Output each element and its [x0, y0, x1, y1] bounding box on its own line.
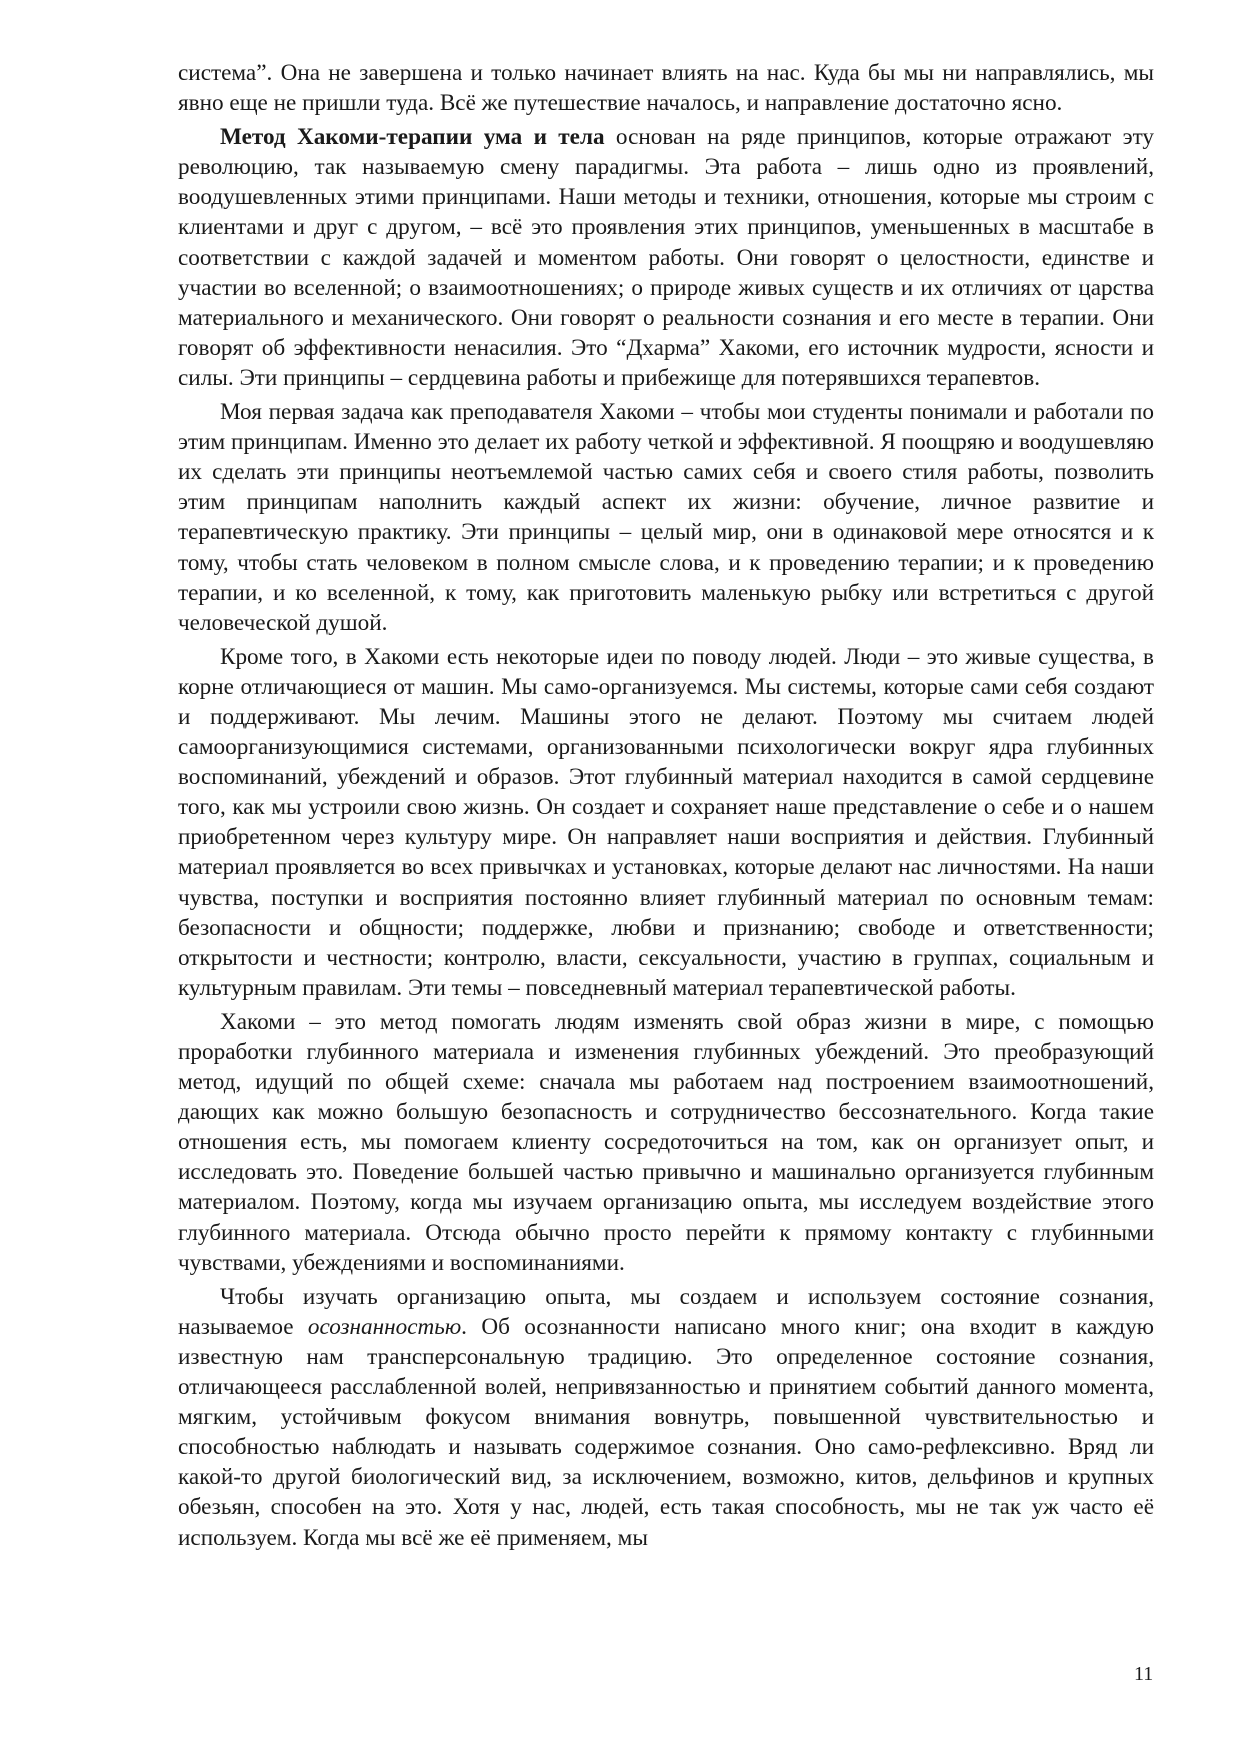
paragraph-method-principles — [178, 122, 1154, 393]
paragraph-teacher-task: Моя первая задача как преподавателя Хакоми – чтобы мои студенты понимали и работали по этим принципам. Именно это делает их работу четкой и эффективной. Я поощряю и воодушевляю их сделать эти принципы неотъемлемой частью самих себя и своего стиля работы, позволить этим принципам наполнить каждый аспект их жизни: обучение, личное развитие и терапевтическую практику. Эти принципы – целый мир, они в одинаковой мере относятся и к тому, чтобы стать человеком в полном смысле слова, и к проведению терапии; и к проведению терапии, и ко вселенной, к тому, как приготовить маленькую рыбку или встретиться с другой человеческой душой. — [178, 399, 1154, 636]
paragraph-text: . Об осознанности написано много книг; она входит в каждую известную нам трансперсональную традицию. Это определенное состояние сознания, отличающееся расслабленной волей, непривязанностью и принятием событий данного момента, мягким, устойчивым фокусом внимания вовнутрь, повышенной чувствительностью и способностью наблюдать и называть содержимое сознания. Оно само-рефлексивно. Вряд ли какой-то другой биологический вид, за исключением, возможно, китов, дельфинов и крупных обезьян, способен на это. Хотя у нас, людей, есть такая способность, мы не так уж часто её используем. Когда мы всё же её применяем, мы — [178, 1313, 1154, 1551]
page-body — [178, 58, 1154, 1553]
paragraph-text: Чтобы изучать организацию опыта, мы создаем и используем состояние сознания, называемое — [178, 1283, 1154, 1340]
paragraph-continuation: система”. Она не завершена и только начинает влиять на нас. Куда бы мы ни направлялись, мы явно еще не пришли туда. Всё же путешествие началось, и направление достаточно ясно. — [178, 60, 1154, 117]
paragraph-mindfulness — [178, 1282, 1154, 1553]
paragraph-hakomi-method: Хакоми – это метод помогать людям изменять свой образ жизни в мире, с помощью проработки глубинного материала и изменения глубинных убеждений. Это преобразующий метод, идущий по общей схеме: сначала мы работаем над построением взаимоотношений, дающих как можно большую безопасность и сотрудничество бессознательного. Когда такие отношения есть, мы помогаем клиенту сосредоточиться на том, как он организует опыт, и исследовать это. Поведение большей частью привычно и машинально организуется глубинным материалом. Поэтому, когда мы изучаем организацию опыта, мы исследуем воздействие этого глубинного материала. Отсюда обычно просто перейти к прямому контакту с глубинными чувствами, убеждениями и воспоминаниями. — [178, 1008, 1154, 1276]
paragraph-people-ideas: Кроме того, в Хакоми есть некоторые идеи по поводу людей. Люди – это живые существа, в корне отличающиеся от машин. Мы само-организуемся. Мы системы, которые сами себя создают и поддерживают. Мы лечим. Машины этого не делают. Поэтому мы считаем людей самоорганизующимися системами, организованными психологически вокруг ядра глубинных воспоминаний, убеждений и образов. Этот глубинный материал находится в самой сердцевине того, как мы устроили свою жизнь. Он создает и сохраняет наше представление о себе и о нашем приобретенном через культуру мире. Он направляет наши восприятия и действия. Глубинный материал проявляется во всех привычках и установках, которые делают нас личностями. На наши чувства, поступки и восприятия постоянно влияет глубинный материал по основным темам: безопасности и общности; поддержке, любви и признанию; свободе и ответственности; открытости и честности; контролю, власти, сексуальности, участию в группах, социальным и культурным правилам. Эти темы – повседневный материал терапевтической работы. — [178, 643, 1154, 1001]
method-title: Метод Хакоми-терапии ума и тела — [220, 124, 605, 151]
paragraph-text: основан на ряде принципов, которые отражают эту революцию, так называемую смену парадигмы. Эта работа – лишь одно из проявлений, воодушевленных этими принципами. Наши методы и техники, отношения, которые мы строим с клиентами и друг с другом, – всё это проявления этих принципов, уменьшенных в масштабе в соответствии с каждой задачей и моментом работы. Они говорят о целостности, единстве и участии во вселенной; о взаимоотношениях; о природе живых существ и их отличиях от царства материального и механического. Они говорят о реальности сознания и его месте в терапии. Они говорят об эффективности ненасилия. Это “Дхарма” Хакоми, его источник мудрости, ясности и силы. Эти принципы – сердцевина работы и прибежище для потерявшихся терапевтов. — [178, 124, 1155, 391]
page-number: 11 — [1134, 1663, 1154, 1685]
mindfulness-term: осознанностью — [307, 1313, 462, 1340]
